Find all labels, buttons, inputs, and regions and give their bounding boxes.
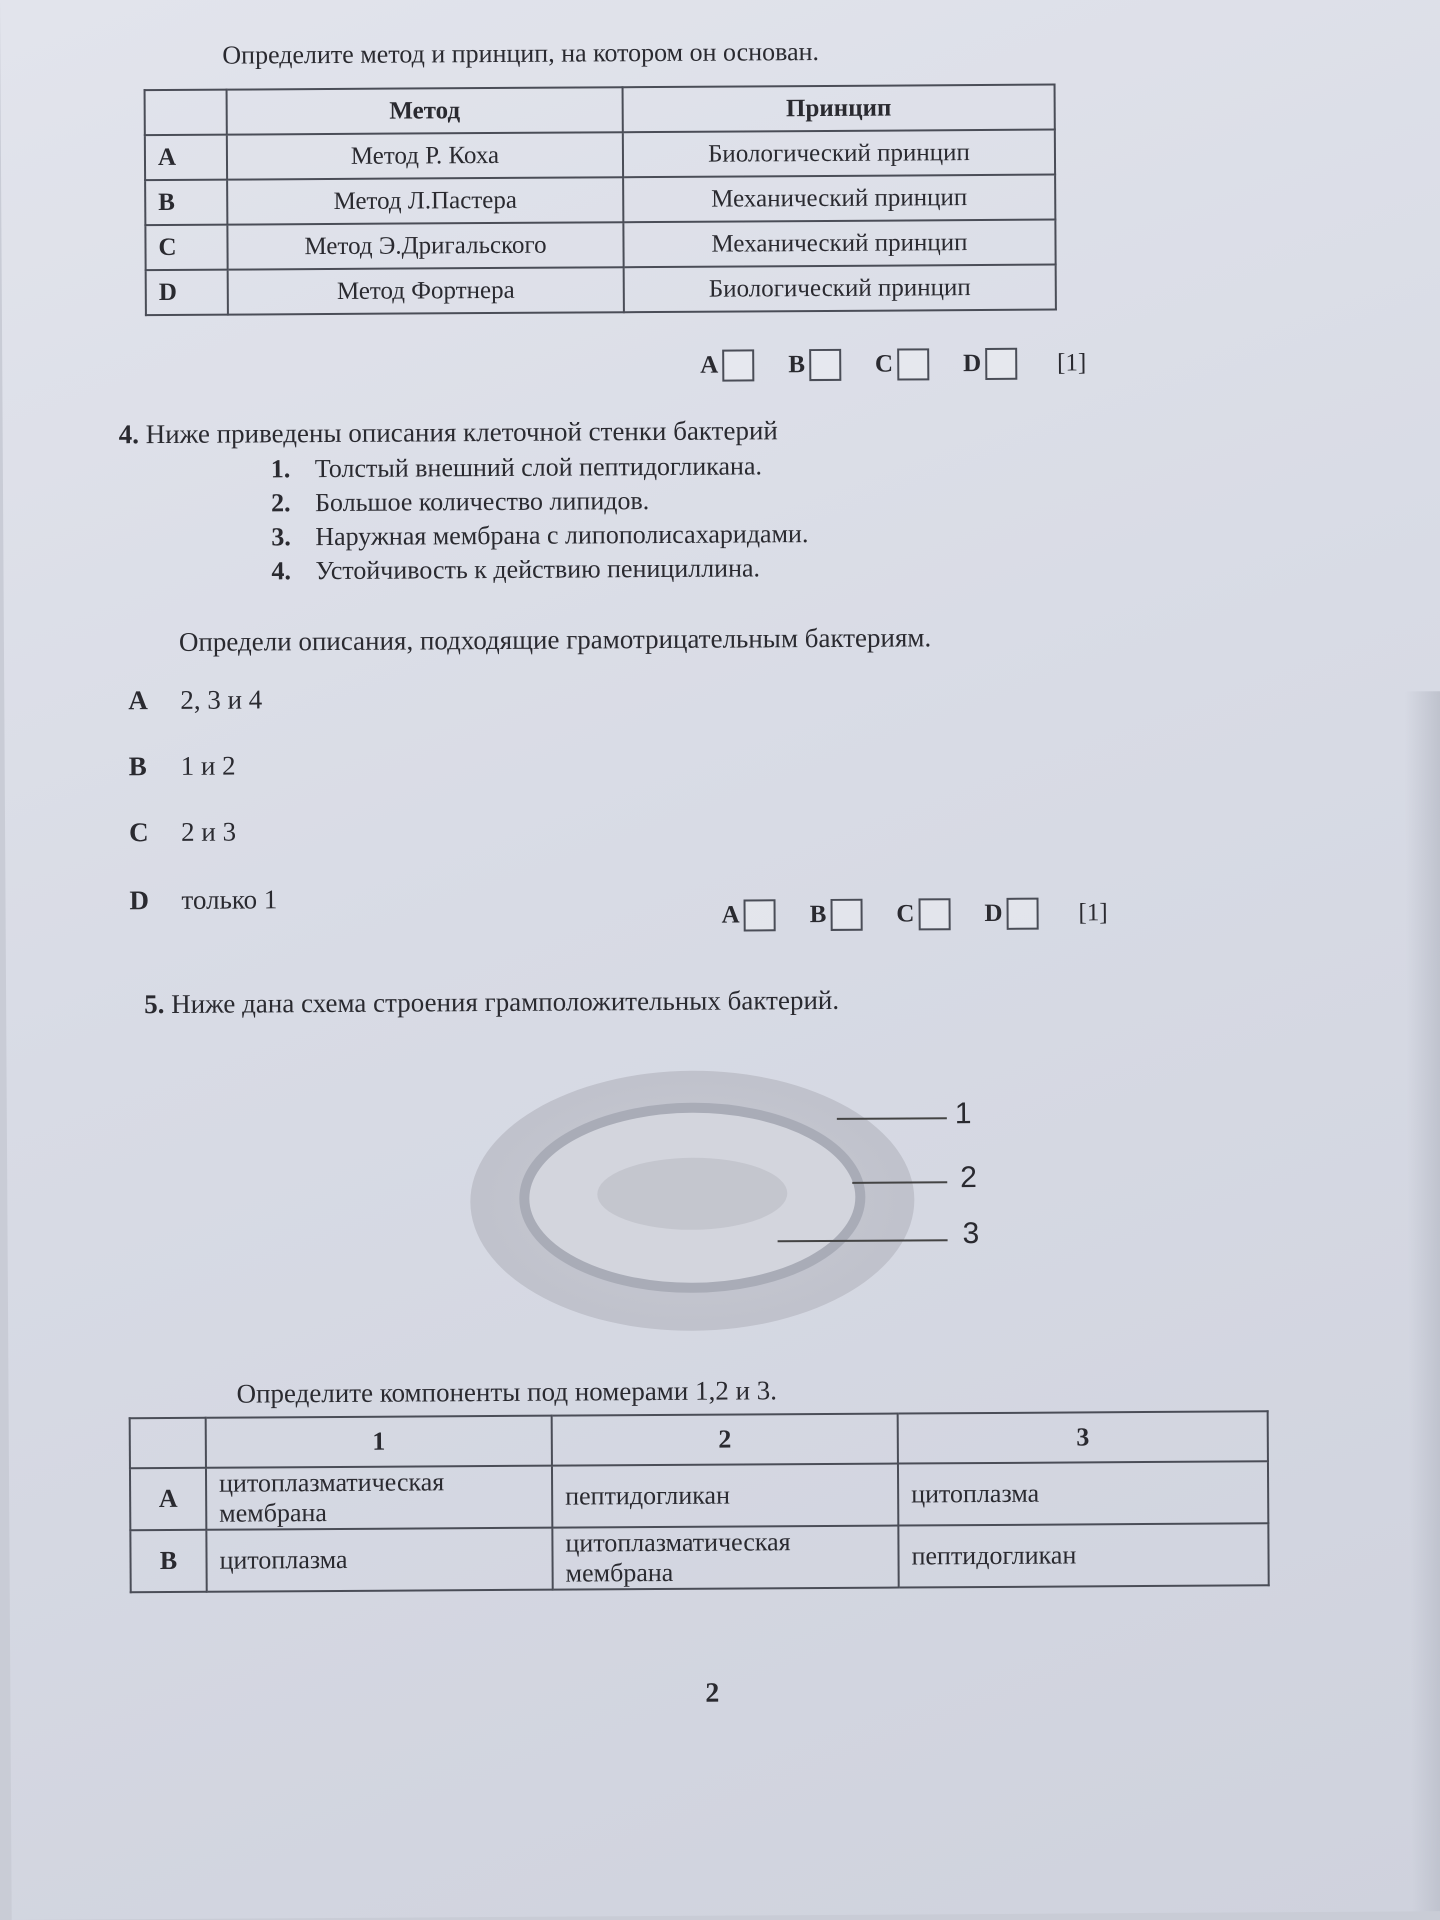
option-letter: D [984, 899, 1003, 928]
choice-letter: B [128, 751, 147, 782]
question-intro: Ниже дана схема строения грамположительных бактерий. [171, 984, 840, 1019]
list-text: Устойчивость к действию пенициллина. [315, 553, 761, 586]
answer-checkbox-c[interactable] [897, 348, 929, 380]
row-letter: B [145, 180, 227, 226]
principle-cell: Механический принцип [623, 175, 1055, 223]
component-3-cell: пептидогликан [898, 1523, 1268, 1587]
row-letter: A [145, 135, 227, 181]
callout-line-3 [778, 1240, 948, 1241]
choice-letter: A [128, 685, 148, 716]
method-cell: Метод Л.Пастера [227, 177, 623, 224]
answer-option-b [810, 899, 863, 931]
list-item [271, 519, 808, 552]
principle-cell: Биологический принцип [624, 265, 1056, 313]
choice-c[interactable] [129, 817, 236, 849]
question-number: 4. [118, 419, 139, 450]
table-header-cell: Метод [227, 87, 623, 134]
choice-d[interactable] [129, 884, 277, 916]
q4-heading [119, 415, 778, 450]
choice-b[interactable] [129, 751, 236, 783]
answer-option-d [984, 898, 1038, 930]
q5-heading [144, 985, 839, 1020]
table-row [145, 220, 1055, 271]
callout-line-1 [837, 1118, 947, 1119]
option-letter: C [874, 350, 894, 378]
answer-checkbox-a[interactable] [744, 899, 776, 931]
choice-text: 2 и 3 [180, 816, 237, 847]
answer-option-a [722, 899, 776, 931]
list-text: Толстый внешний слой пептидогликана. [314, 451, 763, 484]
list-number: 2. [270, 488, 291, 518]
list-item [271, 553, 760, 586]
answer-checkbox-c[interactable] [918, 898, 950, 930]
choice-text: 2, 3 и 4 [180, 684, 263, 715]
method-cell: Метод Фортнера [228, 267, 624, 314]
list-item [271, 451, 762, 484]
table-header-cell: 1 [206, 1416, 552, 1468]
q3-method-table [144, 84, 1057, 317]
answer-option-b [788, 349, 841, 381]
answer-checkbox-b[interactable] [830, 899, 862, 931]
table-header-row [130, 1411, 1268, 1468]
option-letter: A [700, 351, 719, 379]
choice-letter: D [129, 885, 150, 916]
component-1-cell: цитоплазма [206, 1528, 552, 1592]
choice-text: 1 и 2 [180, 750, 236, 781]
table-header-row [145, 85, 1055, 136]
list-number: 1. [270, 454, 291, 484]
answer-checkbox-d[interactable] [985, 348, 1017, 380]
component-1-cell: цитоплазматическая мембрана [206, 1466, 552, 1530]
question-intro: Ниже приведены описания клеточной стенки бактерий [145, 415, 778, 450]
table-row [145, 175, 1055, 226]
q5-question: Определите компоненты под номерами 1,2 и 3. [236, 1375, 778, 1409]
answer-option-c [875, 348, 929, 380]
choice-letter: C [128, 817, 149, 848]
callout-label-1: 1 [954, 1097, 972, 1131]
table-row [130, 1461, 1268, 1530]
mark-label: [1] [1057, 349, 1087, 377]
answer-option-d [963, 348, 1017, 380]
q5-components-table [129, 1410, 1270, 1593]
option-letter: C [896, 900, 915, 928]
row-letter: B [130, 1530, 206, 1592]
bacteria-structure-diagram [467, 1064, 989, 1337]
list-text: Большое количество липидов. [314, 486, 650, 518]
list-number: 3. [271, 522, 291, 552]
table-header-cell: Принцип [623, 85, 1055, 133]
mark-label: [1] [1078, 899, 1108, 927]
question-number: 5. [144, 989, 165, 1020]
choice-text: только 1 [181, 884, 278, 915]
choice-a[interactable] [128, 684, 262, 716]
table-row [145, 130, 1055, 181]
principle-cell: Механический принцип [623, 220, 1055, 268]
answer-checkbox-d[interactable] [1006, 898, 1038, 930]
answer-option-c [896, 898, 950, 930]
table-header-cell: 2 [552, 1414, 898, 1466]
list-item [271, 486, 649, 518]
row-letter: D [146, 270, 228, 316]
callout-line-2 [852, 1182, 947, 1183]
component-3-cell: цитоплазма [898, 1461, 1268, 1525]
row-letter: C [145, 225, 227, 271]
answer-checkbox-b[interactable] [809, 349, 841, 381]
principle-cell: Биологический принцип [623, 130, 1055, 178]
list-text: Наружная мембрана с липополисахаридами. [315, 519, 809, 552]
option-letter: A [721, 901, 740, 929]
table-row [146, 265, 1056, 316]
list-number: 4. [271, 556, 292, 586]
page-number: 2 [705, 1677, 720, 1709]
component-2-cell: пептидогликан [552, 1464, 898, 1528]
q3-prompt: Определите метод и принцип, на котором он основан. [222, 36, 820, 70]
table-header-cell: 3 [898, 1411, 1268, 1463]
callout-label-2: 2 [960, 1161, 977, 1195]
row-letter: A [130, 1468, 206, 1530]
page-edge-shadow [1404, 691, 1440, 1911]
q4-answer-boxes [722, 897, 1108, 931]
table-header-cell [145, 90, 227, 136]
q4-question: Определи описания, подходящие грамотрицательным бактериям. [178, 622, 932, 657]
callout-label-3: 3 [962, 1217, 980, 1251]
answer-checkbox-a[interactable] [722, 349, 754, 381]
table-row [130, 1523, 1268, 1592]
method-cell: Метод Р. Коха [227, 132, 623, 179]
q3-answer-boxes [700, 347, 1086, 381]
option-letter: B [788, 351, 806, 379]
option-letter: B [809, 900, 827, 929]
method-cell: Метод Э.Дригальского [227, 222, 623, 269]
table-header-cell [130, 1418, 206, 1468]
option-letter: D [962, 350, 982, 378]
component-2-cell: цитоплазматическая мембрана [552, 1526, 898, 1590]
answer-option-a [700, 349, 754, 381]
